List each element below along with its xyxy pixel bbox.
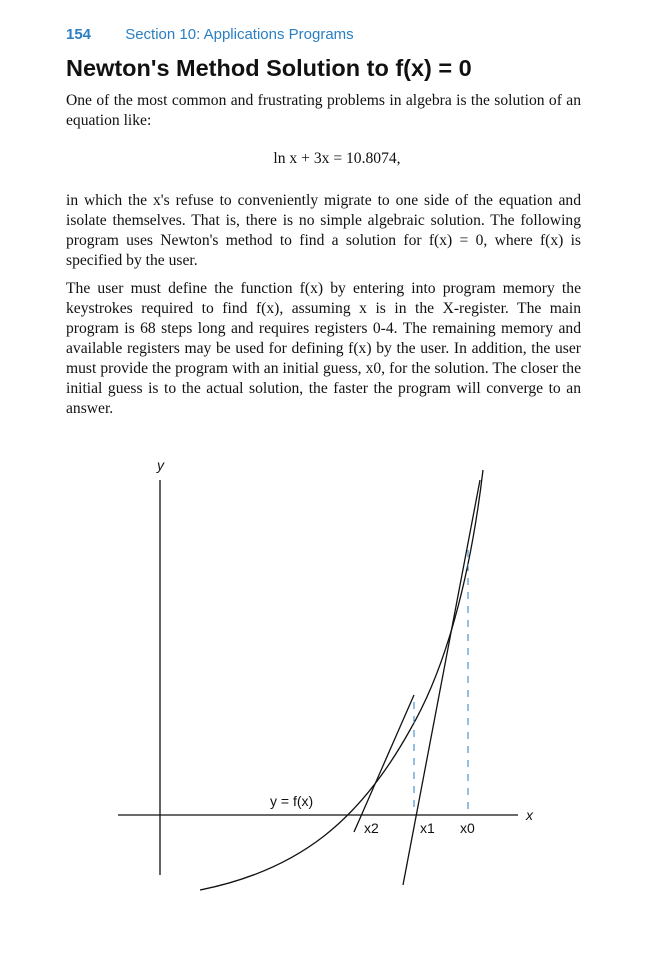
page-title: Newton's Method Solution to f(x) = 0 (66, 55, 472, 81)
curve-label: y = f(x) (270, 793, 314, 809)
tangent-line-x1 (354, 695, 414, 832)
page-number: 154 (66, 26, 92, 43)
x-axis-label: x (526, 807, 533, 823)
section-title: Section 10: Applications Programs (125, 26, 354, 43)
newton-method-diagram (0, 440, 666, 910)
intro-paragraph: One of the most common and frustrating problems in algebra is the solution of an equation like: (66, 92, 581, 129)
x0-label: x0 (460, 820, 475, 836)
page-header (66, 26, 354, 48)
x1-label: x1 (420, 820, 435, 836)
equation: ln x + 3x = 10.8074, (273, 150, 401, 167)
y-axis-label: y (157, 457, 164, 473)
explanation-paragraph: in which the x's refuse to conveniently migrate to one side of the equation and isolate themselves. That is, there is no simple algebraic solution. The following program uses Newton's method to find a solution for f(x) = 0, where f(x) is specified by the user. (66, 192, 581, 269)
instructions-paragraph: The user must define the function f(x) by entering into program memory the keystrokes required to find f(x), assuming x is in the X-register. The main program is 68 steps long and requires registers 0-4. The remaining memory and available registers may be used for defining f(x) by the user. In addition, the user must provide the program with an initial guess, x0, for the solution. The closer the initial guess is to the actual solution, the faster the program will converge to an answer. (66, 280, 581, 417)
x2-label: x2 (364, 820, 379, 836)
function-curve (200, 470, 483, 890)
